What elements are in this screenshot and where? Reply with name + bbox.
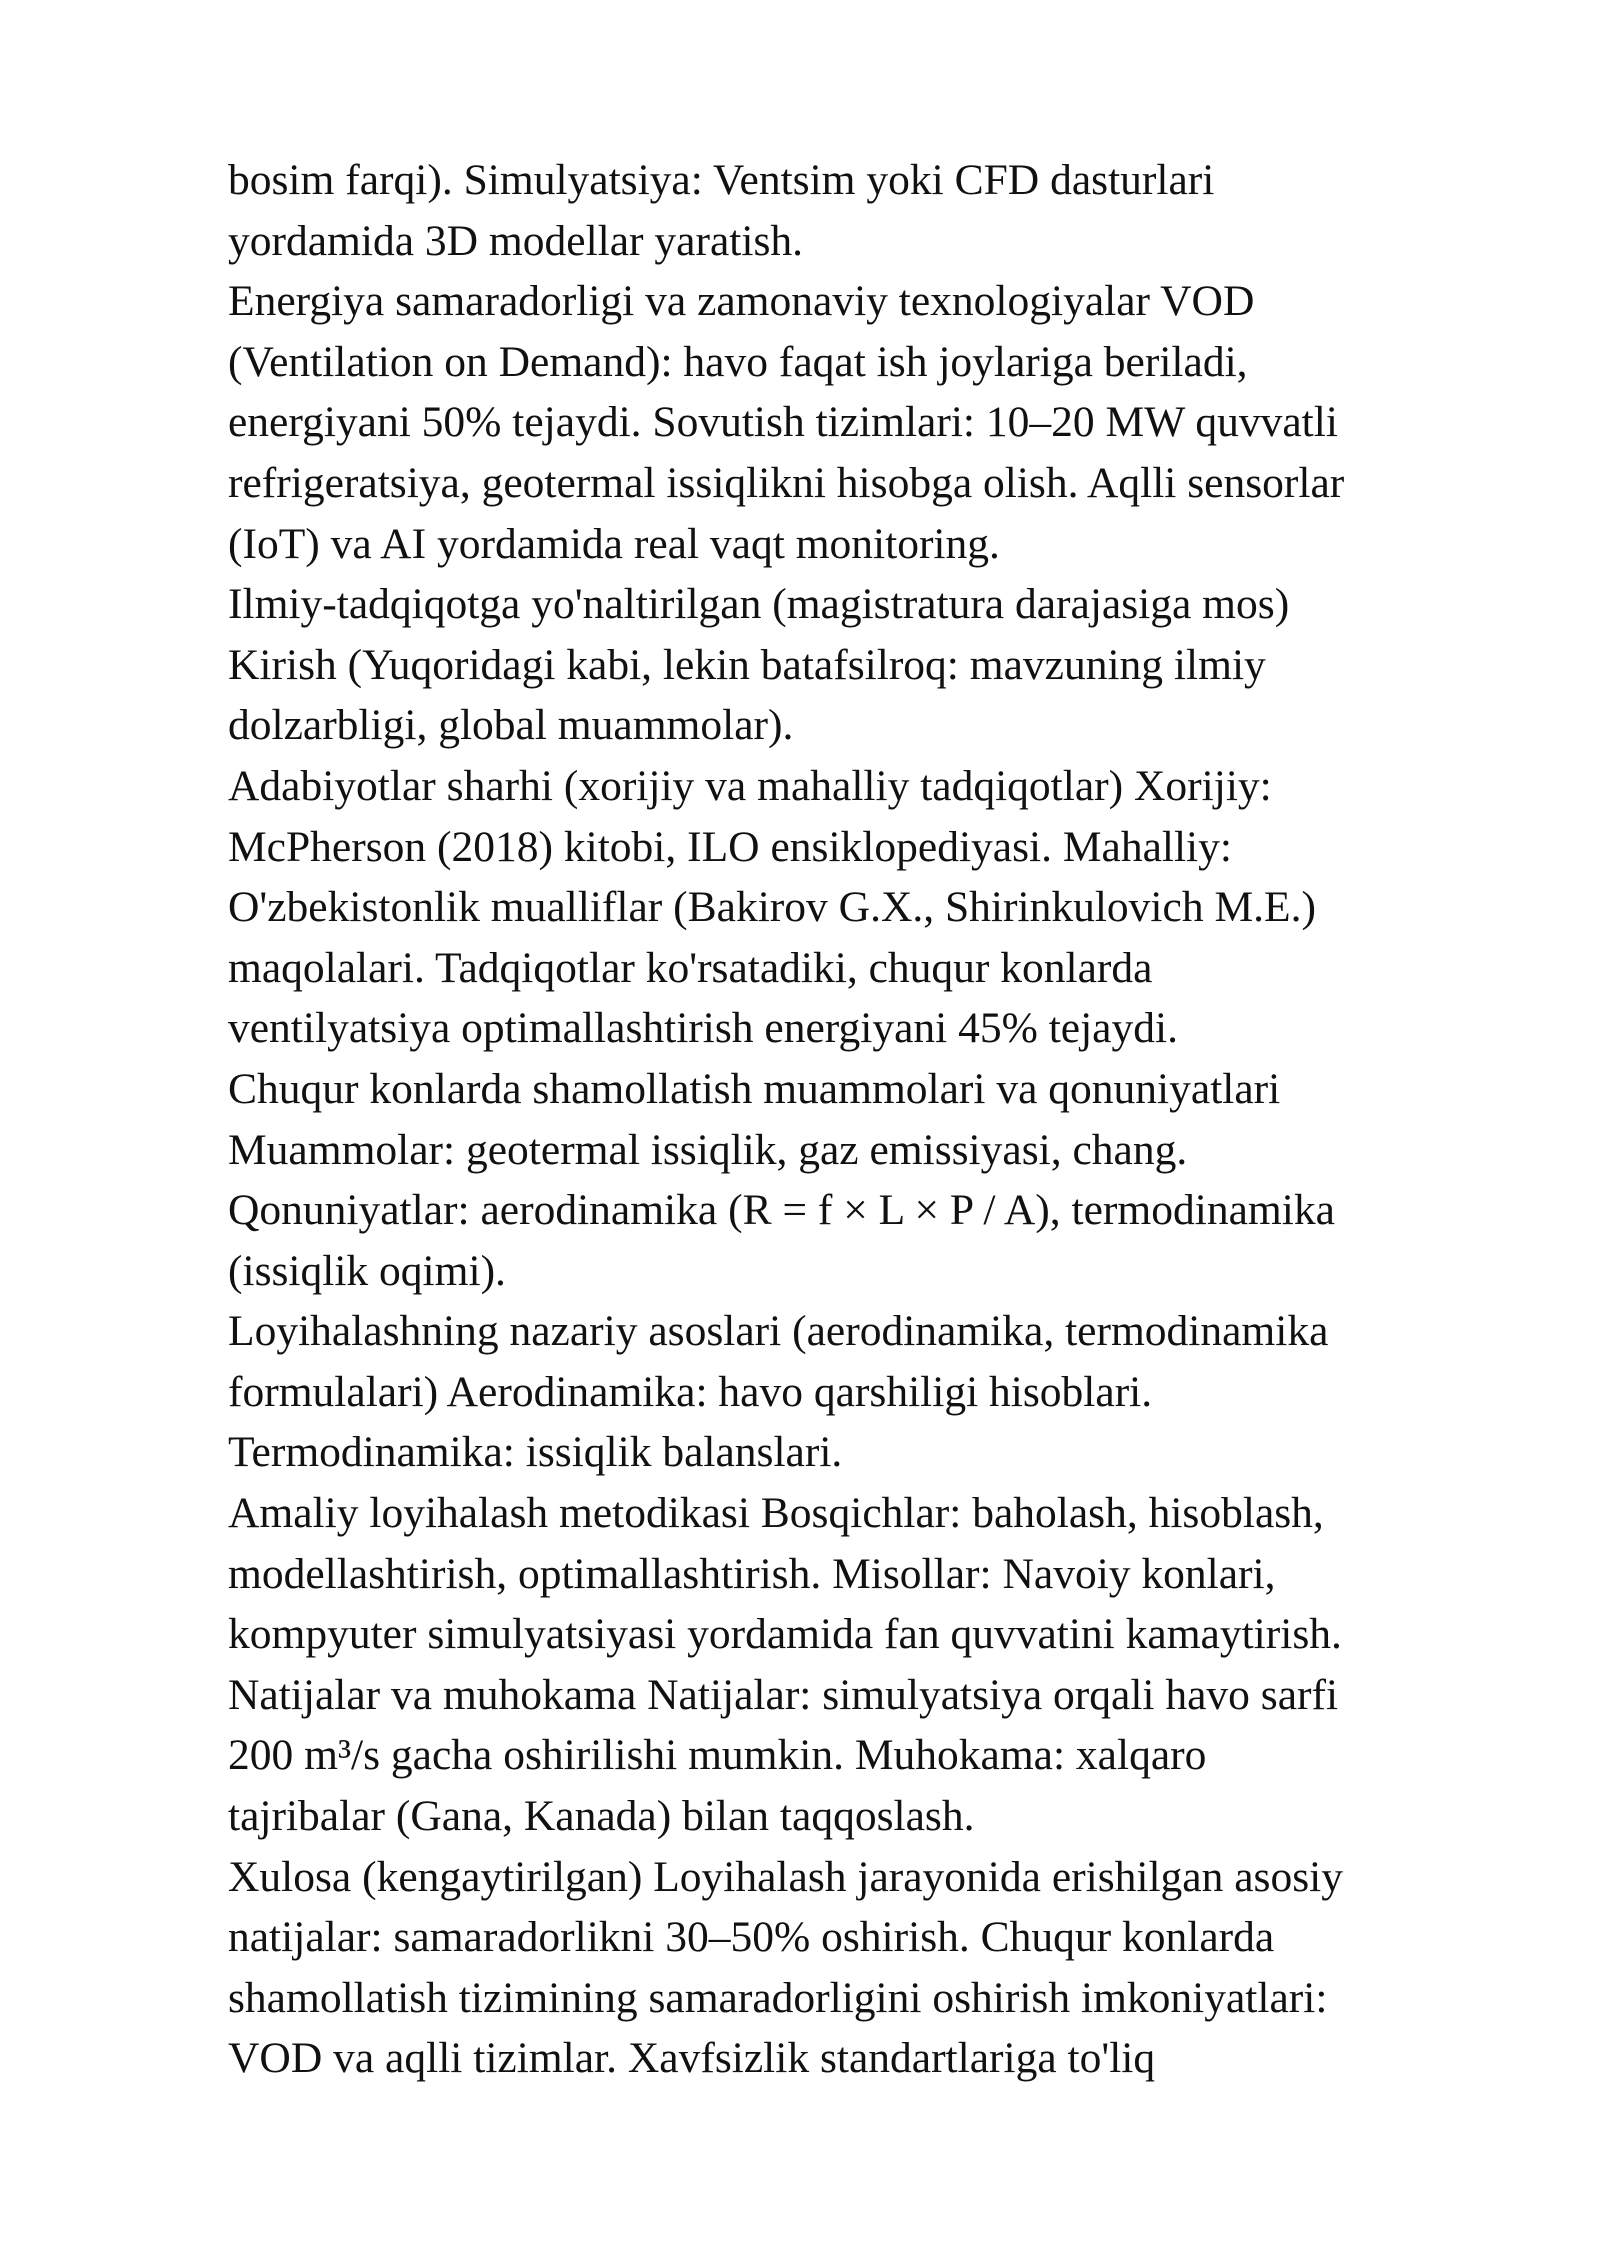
text-line: Loyihalashning nazariy asoslari (aerodinamika, termodinamika bbox=[228, 1307, 1329, 1356]
text-line: maqolalari. Tadqiqotlar ko'rsatadiki, chuqur konlarda bbox=[228, 943, 1153, 992]
text-line: Muammolar: geotermal issiqlik, gaz emissiyasi, chang. bbox=[228, 1125, 1188, 1174]
text-line: dolzarbligi, global muammolar). bbox=[228, 701, 794, 750]
text-line: ventilyatsiya optimallashtirish energiyani 45% tejaydi. bbox=[228, 1004, 1178, 1053]
text-line: 200 m³/s gacha oshirilishi mumkin. Muhokama: xalqaro bbox=[228, 1731, 1207, 1780]
text-line: bosim farqi). Simulyatsiya: Ventsim yoki CFD dasturlari bbox=[228, 156, 1215, 204]
text-line: McPherson (2018) kitobi, ILO ensiklopediyasi. Mahalliy: bbox=[228, 822, 1232, 871]
text-line: Energiya samaradorligi va zamonaviy texnologiyalar VOD bbox=[228, 277, 1255, 326]
text-line: (Ventilation on Demand): havo faqat ish joylariga beriladi, bbox=[228, 337, 1248, 386]
text-line: Ilmiy-tadqiqotga yo'naltirilgan (magistratura darajasiga mos) bbox=[228, 580, 1290, 629]
text-line: refrigeratsiya, geotermal issiqlikni hisobga olish. Aqlli sensorlar bbox=[228, 458, 1345, 507]
text-line: natijalar: samaradorlikni 30–50% oshirish. Chuqur konlarda bbox=[228, 1913, 1275, 1962]
text-line: Chuqur konlarda shamollatish muammolari va qonuniyatlari bbox=[228, 1064, 1281, 1113]
text-line: Xulosa (kengaytirilgan) Loyihalash jarayonida erishilgan asosiy bbox=[228, 1852, 1343, 1901]
text-line: (IoT) va AI yordamida real vaqt monitoring. bbox=[228, 519, 1000, 568]
text-line: Natijalar va muhokama Natijalar: simulyatsiya orqali havo sarfi bbox=[228, 1670, 1339, 1719]
text-line: energiyani 50% tejaydi. Sovutish tizimlari: 10–20 MW quvvatli bbox=[228, 398, 1338, 447]
text-line: VOD va aqlli tizimlar. Xavfsizlik standartlariga to'liq bbox=[228, 2034, 1156, 2083]
text-line: Termodinamika: issiqlik balanslari. bbox=[228, 1428, 843, 1477]
text-line: Adabiyotlar sharhi (xorijiy va mahalliy tadqiqotlar) Xorijiy: bbox=[228, 761, 1272, 810]
text-line: shamollatish tizimining samaradorligini oshirish imkoniyatlari: bbox=[228, 1973, 1328, 2022]
text-line: tajribalar (Gana, Kanada) bilan taqqoslash. bbox=[228, 1792, 975, 1841]
text-line: kompyuter simulyatsiyasi yordamida fan quvvatini kamaytirish. bbox=[228, 1610, 1342, 1659]
text-line: Kirish (Yuqoridagi kabi, lekin batafsilroq: mavzuning ilmiy bbox=[228, 640, 1266, 689]
text-line: Qonuniyatlar: aerodinamika (R = f × L × P / A), termodinamika bbox=[228, 1186, 1335, 1235]
body-text bbox=[228, 150, 1528, 2089]
text-line: formulalari) Aerodinamika: havo qarshiligi hisoblari. bbox=[228, 1367, 1153, 1416]
text-line: (issiqlik oqimi). bbox=[228, 1246, 506, 1295]
text-line: Amaliy loyihalash metodikasi Bosqichlar: baholash, hisoblash, bbox=[228, 1489, 1324, 1538]
text-line: O'zbekistonlik mualliflar (Bakirov G.X., Shirinkulovich M.E.) bbox=[228, 883, 1316, 932]
text-line: modellashtirish, optimallashtirish. Misollar: Navoiy konlari, bbox=[228, 1549, 1276, 1598]
text-line: yordamida 3D modellar yaratish. bbox=[228, 216, 803, 265]
